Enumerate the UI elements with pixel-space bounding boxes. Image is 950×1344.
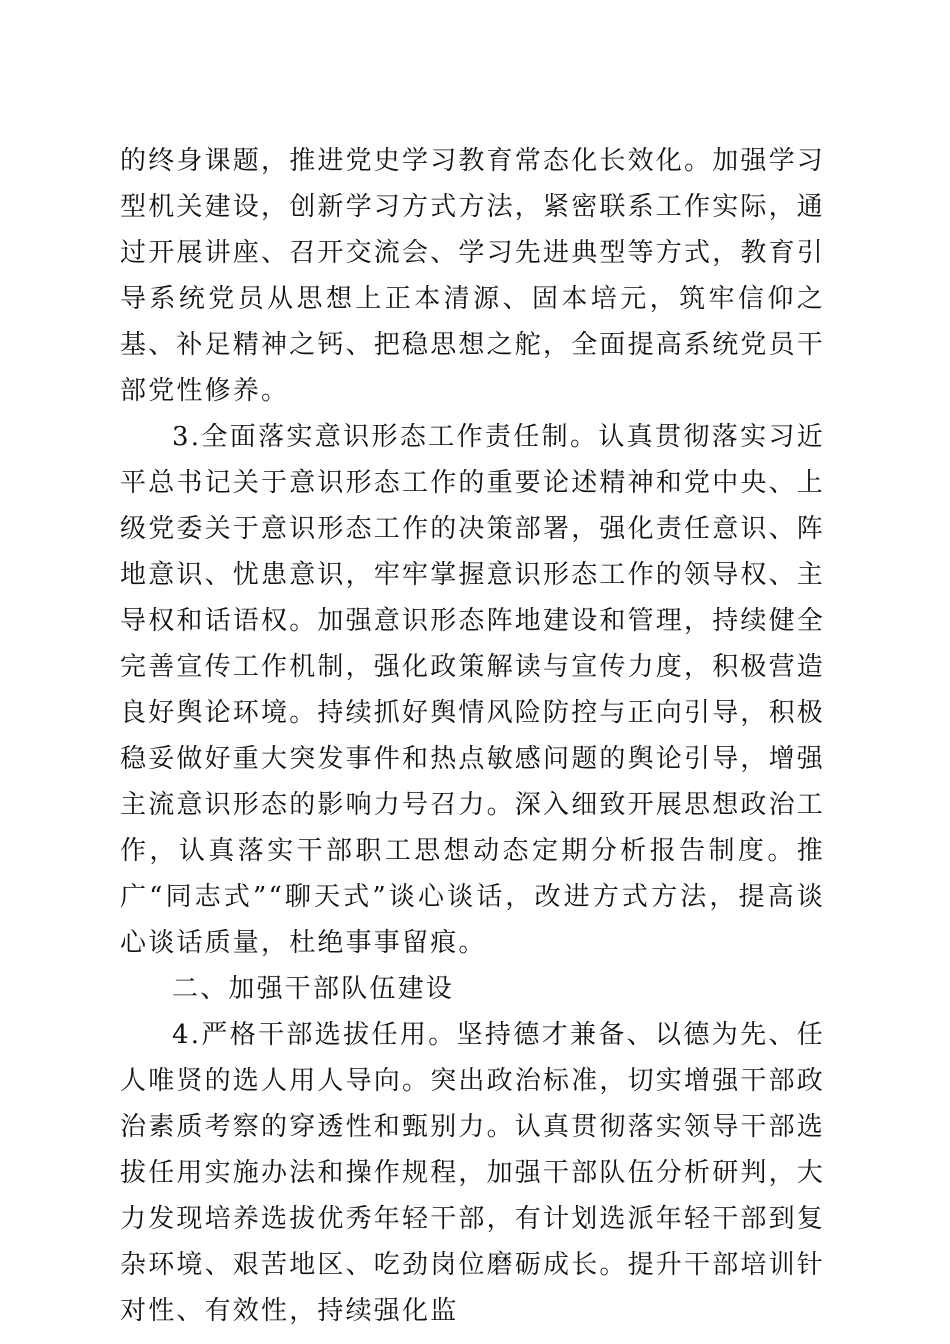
paragraph-continuation: 的终身课题，推进党史学习教育常态化长效化。加强学习型机关建设，创新学习方式方法，紧密联系工作实际，通过开展讲座、召开交流会、学习先进典型等方式，教育引导系统党员从思想上正本清源、固本培元，筑牢信仰之基、补足精神之钙、把稳思想之舵，全面提高系统党员干部党性修养。 (120, 146, 826, 406)
document-body (120, 138, 825, 1334)
paragraph-item-3: 3.全面落实意识形态工作责任制。认真贯彻落实习近平总书记关于意识形态工作的重要论述精神和党中央、上级党委关于意识形态工作的决策部署，强化责任意识、阵地意识、忧患意识，牢牢掌握意识形态工作的领导权、主导权和话语权。加强意识形态阵地建设和管理，持续健全完善宣传工作机制，强化政策解读与宣传力度，积极营造良好舆论环境。持续抓好舆情风险防控与正向引导，积极稳妥做好重大突发事件和热点敏感问题的舆论引导，增强主流意识形态的影响力号召力。深入细致开展思想政治工作，认真落实干部职工思想动态定期分析报告制度。推广“同志式”“聊天式”谈心谈话，改进方式方法，提高谈心谈话质量，杜绝事事留痕。 (120, 422, 826, 958)
section-heading-2: 二、加强干部队伍建设 (172, 974, 455, 1004)
paragraph-item-4: 4.严格干部选拔任用。坚持德才兼备、以德为先、任人唯贤的选人用人导向。突出政治标准，切实增强干部政治素质考察的穿透性和甄别力。认真贯彻落实领导干部选拔任用实施办法和操作规程，加强干部队伍分析研判，大力发现培养选拔优秀年轻干部，有计划选派年轻干部到复杂环境、艰苦地区、吃劲岗位磨砺成长。提升干部培训针对性、有效性，持续强化监 (120, 1020, 826, 1326)
